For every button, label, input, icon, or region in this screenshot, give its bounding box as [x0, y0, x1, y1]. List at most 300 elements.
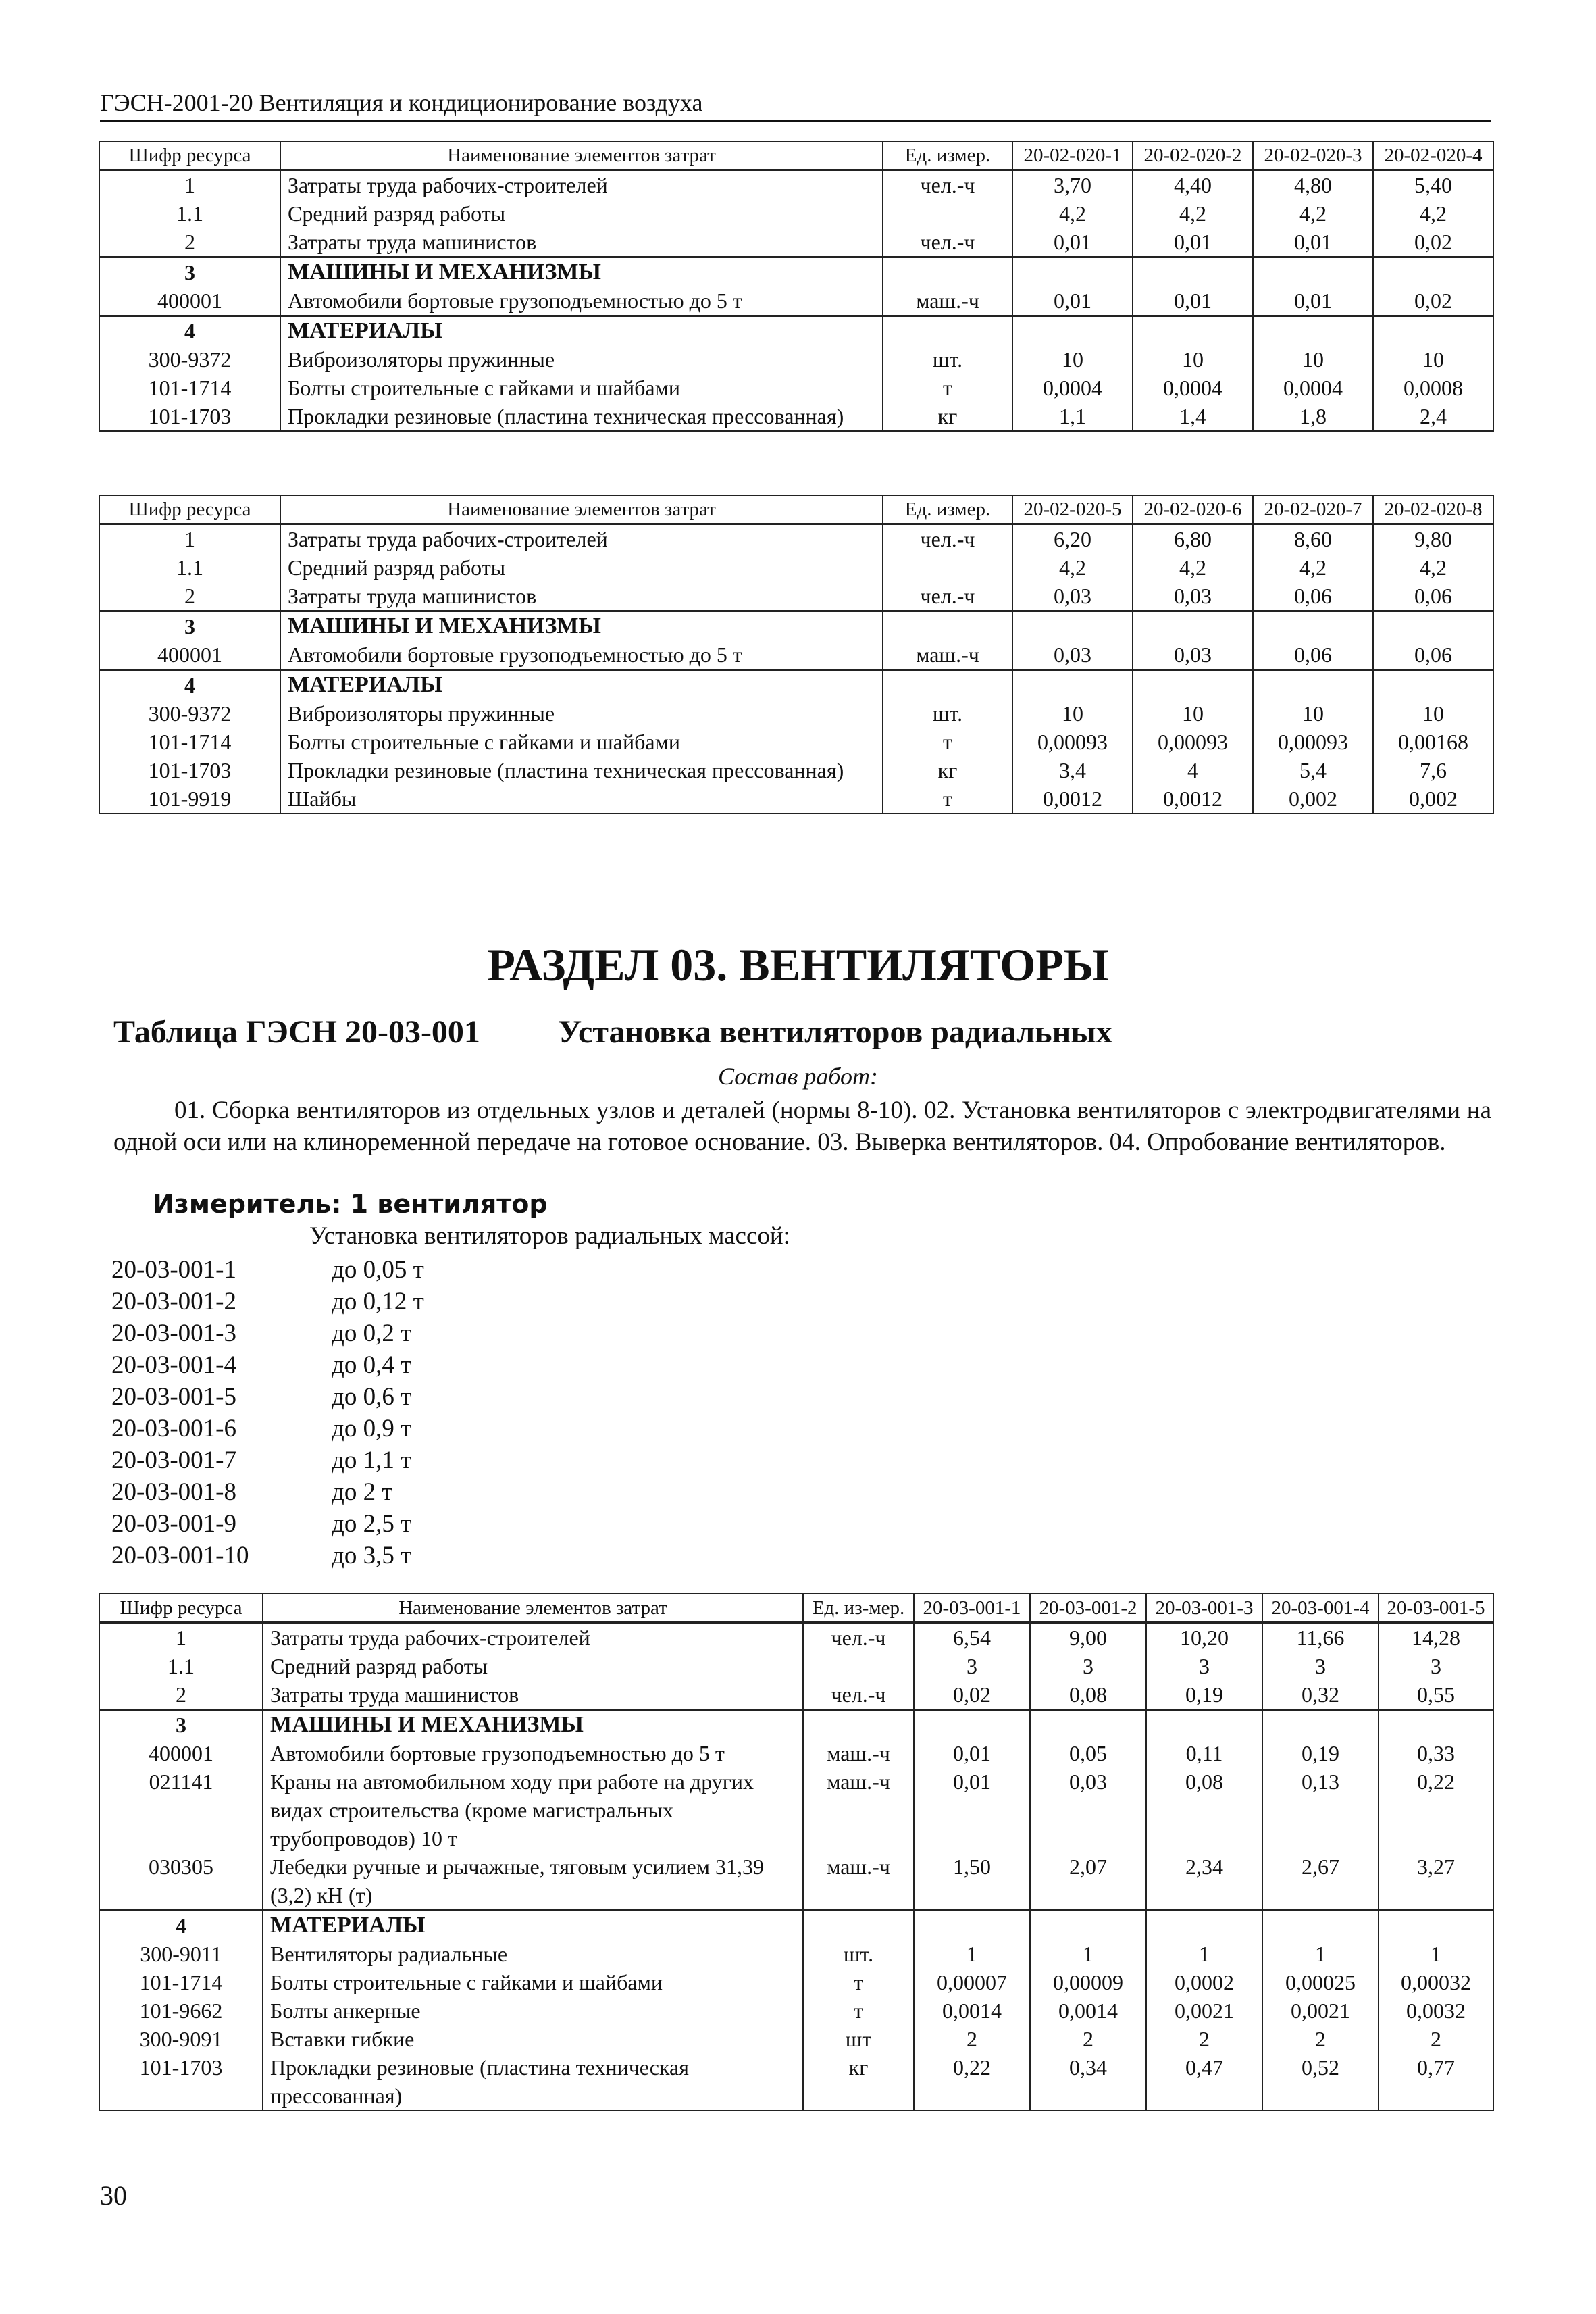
norm-code-row	[111, 1349, 424, 1381]
norm-value: 10	[1373, 699, 1493, 728]
column-header: Шифр ресурса	[99, 495, 280, 524]
cost-element-name: Затраты труда рабочих-строителей	[280, 524, 883, 554]
cost-element-name: Прокладки резиновые (пластина техническая прессованная)	[280, 756, 883, 784]
resource-code: 101-9919	[99, 784, 280, 813]
norm-value	[914, 1710, 1030, 1740]
cost-element-name: Затраты труда рабочих-строителей	[280, 170, 883, 200]
norm-value: 0,03	[1012, 640, 1133, 670]
norm-value: 0,00025	[1262, 1968, 1379, 1996]
resource-code: 3	[99, 611, 280, 641]
norm-value: 4,40	[1133, 170, 1253, 200]
resource-code: 2	[99, 228, 280, 257]
norm-value: 2,07	[1030, 1853, 1146, 1911]
resource-code: 1	[99, 1623, 263, 1653]
cost-element-name: Автомобили бортовые грузоподъемностью до 5 т	[280, 640, 883, 670]
norm-value: 2,67	[1262, 1853, 1379, 1911]
unit: чел.-ч	[883, 170, 1012, 200]
norm-value: 0,00093	[1253, 728, 1373, 756]
norm-value: 0,08	[1030, 1680, 1146, 1710]
unit	[883, 611, 1012, 641]
norm-value: 6,20	[1012, 524, 1133, 554]
resource-code: 101-1703	[99, 2053, 263, 2111]
cost-element-name: МАШИНЫ И МЕХАНИЗМЫ	[280, 611, 883, 641]
column-header: 20-02-020-2	[1133, 141, 1253, 170]
unit: маш.-ч	[803, 1739, 914, 1767]
norm-value: 0,32	[1262, 1680, 1379, 1710]
norm-value: 0,02	[914, 1680, 1030, 1710]
unit: т	[883, 374, 1012, 402]
norm-value: 2,34	[1146, 1853, 1262, 1911]
resource-code: 101-1703	[99, 402, 280, 431]
table-row	[99, 1968, 1493, 1996]
cost-element-name: Болты строительные с гайками и шайбами	[280, 728, 883, 756]
table-row	[99, 784, 1493, 813]
cost-element-name: МАТЕРИАЛЫ	[263, 1911, 803, 1940]
column-header: 20-02-020-5	[1012, 495, 1133, 524]
norm-value: 0,03	[1030, 1767, 1146, 1853]
norm-value: 4,2	[1133, 199, 1253, 228]
norm-value: 0,06	[1373, 582, 1493, 611]
cost-element-name: Болты строительные с гайками и шайбами	[263, 1968, 803, 1996]
unit: чел.-ч	[883, 524, 1012, 554]
table-row	[99, 199, 1493, 228]
unit: кг	[883, 756, 1012, 784]
unit: шт.	[803, 1940, 914, 1968]
norm-value: 0,03	[1133, 640, 1253, 670]
unit	[883, 257, 1012, 287]
norm-value: 2	[1030, 2025, 1146, 2053]
table-row	[99, 1652, 1493, 1680]
unit: чел.-ч	[803, 1623, 914, 1653]
resource-code: 1.1	[99, 1652, 263, 1680]
norm-value	[1146, 1710, 1262, 1740]
unit: маш.-ч	[803, 1767, 914, 1853]
norm-value	[1379, 1911, 1493, 1940]
norm-value: 7,6	[1373, 756, 1493, 784]
table-row	[99, 670, 1493, 700]
norm-value: 1	[914, 1940, 1030, 1968]
cost-element-name: Шайбы	[280, 784, 883, 813]
unit	[803, 1652, 914, 1680]
norm-value: 0,52	[1262, 2053, 1379, 2111]
resource-code: 1.1	[99, 199, 280, 228]
norm-value: 0,0002	[1146, 1968, 1262, 1996]
cost-element-name: Автомобили бортовые грузоподъемностью до 5 т	[263, 1739, 803, 1767]
norm-value	[1262, 1911, 1379, 1940]
table-row	[99, 1853, 1493, 1911]
table-row	[99, 170, 1493, 200]
norm-value: 10,20	[1146, 1623, 1262, 1653]
norm-code-row	[111, 1540, 424, 1571]
norm-value: 3	[1379, 1652, 1493, 1680]
unit: т	[803, 1996, 914, 2025]
column-header: 20-02-020-6	[1133, 495, 1253, 524]
table-row	[99, 699, 1493, 728]
norm-value: 0,06	[1253, 582, 1373, 611]
norm-value: 1,8	[1253, 402, 1373, 431]
norm-value: 0,002	[1253, 784, 1373, 813]
table-row	[99, 1680, 1493, 1710]
norm-value: 6,80	[1133, 524, 1253, 554]
unit	[803, 1710, 914, 1740]
norm-value: 0,01	[1133, 228, 1253, 257]
norm-mass: до 0,6 т	[332, 1383, 412, 1411]
norm-value: 4	[1133, 756, 1253, 784]
measure-label: Измеритель: 1 вентилятор	[153, 1189, 548, 1219]
norm-value: 4,2	[1253, 199, 1373, 228]
norm-value: 3,27	[1379, 1853, 1493, 1911]
norm-code: 20-03-001-2	[111, 1288, 236, 1315]
norm-value: 10	[1253, 699, 1373, 728]
column-header: 20-02-020-3	[1253, 141, 1373, 170]
norm-value: 0,47	[1146, 2053, 1262, 2111]
norm-value: 9,00	[1030, 1623, 1146, 1653]
norm-value	[1133, 611, 1253, 641]
norm-value: 0,19	[1262, 1739, 1379, 1767]
cost-element-name: Автомобили бортовые грузоподъемностью до 5 т	[280, 286, 883, 316]
cost-element-name: МАШИНЫ И МЕХАНИЗМЫ	[263, 1710, 803, 1740]
resource-code: 300-9011	[99, 1940, 263, 1968]
resource-code: 300-9372	[99, 699, 280, 728]
norm-value	[1253, 257, 1373, 287]
norm-value: 0,02	[1373, 228, 1493, 257]
resource-code: 101-1714	[99, 1968, 263, 1996]
norm-value: 0,34	[1030, 2053, 1146, 2111]
norm-value: 0,02	[1373, 286, 1493, 316]
table-row	[99, 2053, 1493, 2111]
cost-element-name: Болты строительные с гайками и шайбами	[280, 374, 883, 402]
resource-code: 400001	[99, 1739, 263, 1767]
column-header: Наименование элементов затрат	[280, 495, 883, 524]
table-row	[99, 402, 1493, 431]
resource-code: 4	[99, 1911, 263, 1940]
column-header: Ед. измер.	[883, 141, 1012, 170]
norm-value: 0,01	[1253, 286, 1373, 316]
column-header: 20-02-020-7	[1253, 495, 1373, 524]
cost-element-name: Вентиляторы радиальные	[263, 1940, 803, 1968]
norm-value	[1012, 257, 1133, 287]
norm-code: 20-03-001-6	[111, 1415, 236, 1442]
resource-code: 2	[99, 582, 280, 611]
norm-value: 6,54	[914, 1623, 1030, 1653]
unit: шт	[803, 2025, 914, 2053]
norm-value: 0,0008	[1373, 374, 1493, 402]
norm-value	[914, 1911, 1030, 1940]
norm-value: 0,55	[1379, 1680, 1493, 1710]
norm-value	[1012, 611, 1133, 641]
table-row	[99, 640, 1493, 670]
page-header: ГЭСН-2001-20 Вентиляция и кондиционирование воздуха	[100, 89, 1491, 122]
cost-element-name: Виброизоляторы пружинные	[280, 699, 883, 728]
cost-element-name: Затраты труда машинистов	[263, 1680, 803, 1710]
table-row	[99, 374, 1493, 402]
norm-value	[1133, 670, 1253, 700]
norm-value: 0,22	[1379, 1767, 1493, 1853]
norm-code: 20-03-001-3	[111, 1319, 236, 1347]
column-header: 20-02-020-8	[1373, 495, 1493, 524]
cost-element-name: Затраты труда машинистов	[280, 228, 883, 257]
norm-value: 0,03	[1012, 582, 1133, 611]
norm-value: 10	[1012, 345, 1133, 374]
table-row	[99, 611, 1493, 641]
norm-value: 10	[1253, 345, 1373, 374]
unit: чел.-ч	[883, 228, 1012, 257]
norm-value: 0,11	[1146, 1739, 1262, 1767]
norm-value: 8,60	[1253, 524, 1373, 554]
norm-value: 0,01	[914, 1767, 1030, 1853]
resource-code: 2	[99, 1680, 263, 1710]
norm-codes-list	[111, 1254, 424, 1571]
column-header: Шифр ресурса	[99, 141, 280, 170]
table-row	[99, 228, 1493, 257]
norm-value: 1	[1262, 1940, 1379, 1968]
unit: маш.-ч	[883, 640, 1012, 670]
norm-value: 3,70	[1012, 170, 1133, 200]
table-row	[99, 1710, 1493, 1740]
norm-code: 20-03-001-7	[111, 1447, 236, 1474]
cost-element-name: Прокладки резиновые (пластина техническая прессованная)	[263, 2053, 803, 2111]
norm-code: 20-03-001-5	[111, 1383, 236, 1411]
norm-value: 0,0032	[1379, 1996, 1493, 2025]
norm-value: 3	[1146, 1652, 1262, 1680]
norm-value: 1	[1379, 1940, 1493, 1968]
norm-value	[1373, 611, 1493, 641]
norm-value: 0,0012	[1133, 784, 1253, 813]
cost-element-name: Затраты труда рабочих-строителей	[263, 1623, 803, 1653]
norm-value: 2	[1379, 2025, 1493, 2053]
table-row	[99, 1940, 1493, 1968]
norm-code-row	[111, 1286, 424, 1317]
norm-value: 0,01	[1253, 228, 1373, 257]
column-header: 20-03-001-3	[1146, 1594, 1262, 1623]
resource-code: 400001	[99, 286, 280, 316]
table-row	[99, 1911, 1493, 1940]
norm-code-row	[111, 1317, 424, 1349]
norm-value: 4,80	[1253, 170, 1373, 200]
table-row	[99, 1996, 1493, 2025]
norm-value	[1030, 1911, 1146, 1940]
table-row	[99, 286, 1493, 316]
composition-label: Состав работ:	[718, 1063, 878, 1090]
column-header: 20-02-020-4	[1373, 141, 1493, 170]
norm-value: 10	[1012, 699, 1133, 728]
norm-value: 1,50	[914, 1853, 1030, 1911]
norm-value	[1133, 257, 1253, 287]
norm-value: 10	[1133, 699, 1253, 728]
norm-value: 0,0004	[1253, 374, 1373, 402]
cost-element-name: Затраты труда машинистов	[280, 582, 883, 611]
norm-value	[1012, 670, 1133, 700]
norm-value	[1373, 257, 1493, 287]
cost-element-name: Средний разряд работы	[280, 199, 883, 228]
norm-code: 20-03-001-1	[111, 1256, 236, 1284]
unit: маш.-ч	[883, 286, 1012, 316]
norm-value: 0,0021	[1146, 1996, 1262, 2025]
norm-value: 2	[1146, 2025, 1262, 2053]
norm-value: 0,0014	[914, 1996, 1030, 2025]
resource-code: 3	[99, 257, 280, 287]
norm-value: 4,2	[1373, 199, 1493, 228]
norm-value: 0,01	[1012, 228, 1133, 257]
cost-element-name: Средний разряд работы	[280, 553, 883, 582]
norm-mass: до 1,1 т	[332, 1447, 412, 1474]
norm-value	[1012, 316, 1133, 346]
norm-value: 0,00009	[1030, 1968, 1146, 1996]
table-header-row	[99, 1594, 1493, 1623]
cost-element-name: Вставки гибкие	[263, 2025, 803, 2053]
norm-value: 3,4	[1012, 756, 1133, 784]
norm-value: 0,33	[1379, 1739, 1493, 1767]
column-header: 20-03-001-4	[1262, 1594, 1379, 1623]
norm-code-row	[111, 1508, 424, 1540]
unit	[803, 1911, 914, 1940]
norm-value: 10	[1133, 345, 1253, 374]
table-row	[99, 524, 1493, 554]
cost-element-name: Краны на автомобильном ходу при работе на других видах строительства (кроме магистральных трубопроводов) 10 т	[263, 1767, 803, 1853]
resource-code: 300-9091	[99, 2025, 263, 2053]
cost-element-name: Болты анкерные	[263, 1996, 803, 2025]
resource-code: 021141	[99, 1767, 263, 1853]
norm-value	[1146, 1911, 1262, 1940]
norm-value: 1,4	[1133, 402, 1253, 431]
table-row	[99, 316, 1493, 346]
install-label: Установка вентиляторов радиальных массой:	[309, 1222, 790, 1250]
resource-code: 101-1703	[99, 756, 280, 784]
column-header: Наименование элементов затрат	[263, 1594, 803, 1623]
unit: т	[803, 1968, 914, 1996]
norm-mass: до 0,4 т	[332, 1351, 412, 1379]
norm-value: 0,0021	[1262, 1996, 1379, 2025]
resource-code: 3	[99, 1710, 263, 1740]
norm-value: 0,00032	[1379, 1968, 1493, 1996]
norm-value: 0,0004	[1133, 374, 1253, 402]
norm-mass: до 2 т	[332, 1478, 393, 1506]
norm-mass: до 0,05 т	[332, 1256, 424, 1284]
resource-code: 1.1	[99, 553, 280, 582]
norm-value	[1379, 1710, 1493, 1740]
norm-value: 0,00168	[1373, 728, 1493, 756]
norm-value	[1253, 670, 1373, 700]
section-title: РАЗДЕЛ 03. ВЕНТИЛЯТОРЫ	[487, 939, 1109, 990]
table-row	[99, 756, 1493, 784]
resource-code: 030305	[99, 1853, 263, 1911]
norm-value	[1373, 670, 1493, 700]
column-header: Наименование элементов затрат	[280, 141, 883, 170]
norm-code-row	[111, 1254, 424, 1286]
norm-value: 0,77	[1379, 2053, 1493, 2111]
norm-value: 4,2	[1133, 553, 1253, 582]
norm-value: 0,00093	[1133, 728, 1253, 756]
norm-value: 0,06	[1373, 640, 1493, 670]
norm-value: 4,2	[1012, 553, 1133, 582]
table-row	[99, 582, 1493, 611]
cost-element-name: Виброизоляторы пружинные	[280, 345, 883, 374]
column-header: Шифр ресурса	[99, 1594, 263, 1623]
column-header: 20-03-001-5	[1379, 1594, 1493, 1623]
norm-value: 14,28	[1379, 1623, 1493, 1653]
resource-code: 101-9662	[99, 1996, 263, 2025]
norm-value: 9,80	[1373, 524, 1493, 554]
cost-element-name: МАТЕРИАЛЫ	[280, 316, 883, 346]
norm-value: 11,66	[1262, 1623, 1379, 1653]
table-row	[99, 257, 1493, 287]
table-header-row	[99, 495, 1493, 524]
norm-code-row	[111, 1476, 424, 1508]
norm-value	[1030, 1710, 1146, 1740]
norm-mass: до 0,9 т	[332, 1415, 412, 1442]
unit	[883, 316, 1012, 346]
unit: маш.-ч	[803, 1853, 914, 1911]
column-header: Ед. из-мер.	[803, 1594, 914, 1623]
table-row	[99, 1767, 1493, 1853]
norm-value: 0,03	[1133, 582, 1253, 611]
norm-value: 1,1	[1012, 402, 1133, 431]
norm-value: 0,01	[1133, 286, 1253, 316]
norm-value: 0,00007	[914, 1968, 1030, 1996]
resource-table-2	[99, 495, 1494, 814]
norm-value: 5,40	[1373, 170, 1493, 200]
norm-value: 2	[914, 2025, 1030, 2053]
norm-value: 1	[1030, 1940, 1146, 1968]
unit: чел.-ч	[803, 1680, 914, 1710]
norm-value: 4,2	[1012, 199, 1133, 228]
norm-value	[1262, 1710, 1379, 1740]
column-header: Ед. измер.	[883, 495, 1012, 524]
resource-code: 4	[99, 670, 280, 700]
norm-value: 0,13	[1262, 1767, 1379, 1853]
norm-code: 20-03-001-9	[111, 1510, 236, 1538]
norm-value: 4,2	[1373, 553, 1493, 582]
cost-element-name: Лебедки ручные и рычажные, тяговым усилием 31,39 (3,2) кН (т)	[263, 1853, 803, 1911]
resource-table-1	[99, 141, 1494, 432]
norm-value: 0,22	[914, 2053, 1030, 2111]
page-number: 30	[100, 2180, 127, 2211]
norm-value	[1253, 611, 1373, 641]
norm-value	[1373, 316, 1493, 346]
table-header-row	[99, 141, 1493, 170]
norm-value: 2	[1262, 2025, 1379, 2053]
cost-element-name: МАШИНЫ И МЕХАНИЗМЫ	[280, 257, 883, 287]
norm-value: 0,0012	[1012, 784, 1133, 813]
norm-value: 0,19	[1146, 1680, 1262, 1710]
column-header: 20-02-020-1	[1012, 141, 1133, 170]
norm-code: 20-03-001-8	[111, 1478, 236, 1506]
norm-value: 1	[1146, 1940, 1262, 1968]
unit: шт.	[883, 699, 1012, 728]
norm-code-row	[111, 1444, 424, 1476]
table-row	[99, 1739, 1493, 1767]
works-text: 01. Сборка вентиляторов из отдельных узлов и деталей (нормы 8-10). 02. Установка вентиляторов с электродвигателями на одной оси или на клиноременной передаче на готовое основание. 03. Выверка вентиляторов. 04. Опробование вентиляторов.	[113, 1097, 1491, 1156]
cost-element-name: Средний разряд работы	[263, 1652, 803, 1680]
unit: шт.	[883, 345, 1012, 374]
norm-code-row	[111, 1413, 424, 1444]
column-header: 20-03-001-2	[1030, 1594, 1146, 1623]
norm-mass: до 0,2 т	[332, 1319, 412, 1347]
resource-table-3	[99, 1593, 1494, 2111]
table-row	[99, 553, 1493, 582]
norm-value: 3	[1262, 1652, 1379, 1680]
column-header: 20-03-001-1	[914, 1594, 1030, 1623]
cost-element-name: Прокладки резиновые (пластина техническая прессованная)	[280, 402, 883, 431]
table-row	[99, 2025, 1493, 2053]
resource-code: 400001	[99, 640, 280, 670]
norm-mass: до 3,5 т	[332, 1542, 412, 1569]
unit	[883, 553, 1012, 582]
norm-value: 3	[1030, 1652, 1146, 1680]
unit: т	[883, 728, 1012, 756]
unit: т	[883, 784, 1012, 813]
table-caption: Установка вентиляторов радиальных	[558, 1014, 1112, 1050]
